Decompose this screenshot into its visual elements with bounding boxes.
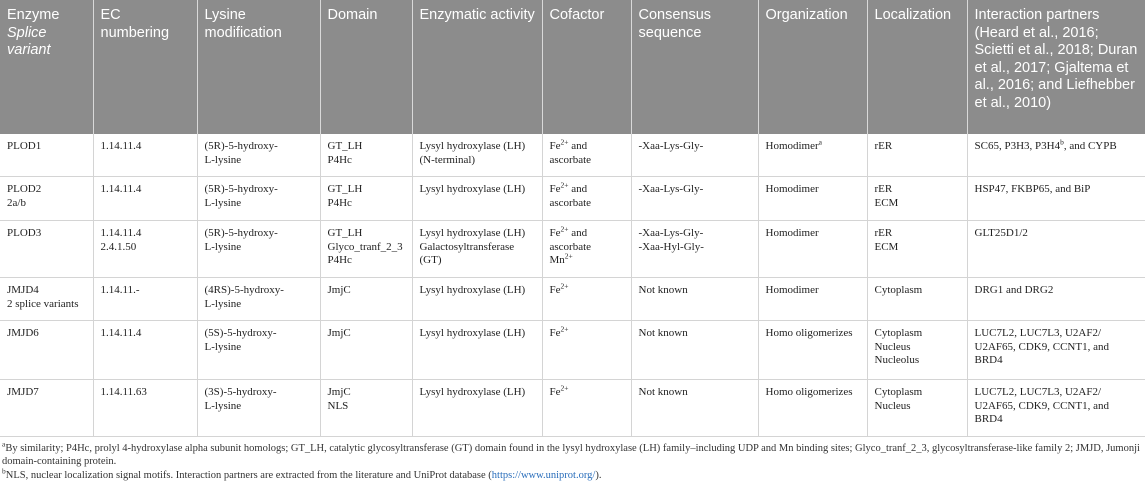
header-cofactor: Cofactor <box>542 0 631 134</box>
cell-lysine: (3S)-5-hydroxy- L-lysine <box>197 380 320 437</box>
cell-ec: 1.14.11.4 <box>93 177 197 221</box>
cell-activity: Lysyl hydroxylase (LH) <box>412 278 542 321</box>
cell-lysine: (5R)-5-hydroxy- L-lysine <box>197 177 320 221</box>
cell-activity: Lysyl hydroxylase (LH) <box>412 321 542 380</box>
cell-enzyme: PLOD3 <box>0 221 93 278</box>
cell-activity: Lysyl hydroxylase (LH) <box>412 177 542 221</box>
cell-organization: Homodimer <box>758 278 867 321</box>
cell-cofactor: $Fe^{2+}$ and ascorbate $Mn^{2+}$ <box>542 221 631 278</box>
cell-localization: Cytoplasm <box>867 278 967 321</box>
cell-ec: 1.14.11.63 <box>93 380 197 437</box>
cell-lysine: (5S)-5-hydroxy- L-lysine <box>197 321 320 380</box>
cell-activity: Lysyl hydroxylase (LH) <box>412 380 542 437</box>
cell-partners: SC65, P3H3, P3H4$^b$, and CYPB <box>967 134 1145 177</box>
cell-ec: 1.14.11.4 <box>93 321 197 380</box>
cell-ec: 1.14.11.4 <box>93 134 197 177</box>
header-splice-variant-label: Splice variant <box>7 24 51 58</box>
cell-consensus: Not known <box>631 321 758 380</box>
cell-enzyme: PLOD1 <box>0 134 93 177</box>
header-row <box>0 0 1145 134</box>
footnote-a <box>2 439 1143 468</box>
header-consensus-sequence: Consensus sequence <box>631 0 758 134</box>
cell-consensus: Not known <box>631 380 758 437</box>
header-interaction-partners: Interaction partners (Heard et al., 2016; Scietti et al., 2018; Duran et al., 2017; Gjaltema et al., 2016; and Liefhebber et al., 2010) <box>967 0 1145 134</box>
header-ec-numbering: EC numbering <box>93 0 197 134</box>
cell-cofactor: $Fe^{2+}$ <box>542 278 631 321</box>
footnote-b-mark: b <box>2 466 6 476</box>
cell-enzyme: JMJD7 <box>0 380 93 437</box>
header-localization: Localization <box>867 0 967 134</box>
cell-localization: Cytoplasm Nucleus <box>867 380 967 437</box>
table-row <box>0 134 1145 177</box>
cell-consensus: -Xaa-Lys-Gly- <box>631 177 758 221</box>
cell-cofactor: $Fe^{2+}$ and ascorbate <box>542 134 631 177</box>
footnote-b-end: ). <box>595 470 602 481</box>
header-enzyme-label: Enzyme <box>7 7 60 23</box>
footnote-b-text: NLS, nuclear localization signal motifs. Interaction partners are extracted from the literature and UniProt database ( <box>5 470 492 481</box>
cell-organization: Homodimer <box>758 177 867 221</box>
cell-activity: Lysyl hydroxylase (LH) (N-terminal) <box>412 134 542 177</box>
cell-enzyme: JMJD6 <box>0 321 93 380</box>
cell-domain: JmjC <box>320 278 412 321</box>
cell-organization: Homo oligomerizes <box>758 380 867 437</box>
header-lysine-modification: Lysine modification <box>197 0 320 134</box>
cell-enzyme: JMJD4 2 splice variants <box>0 278 93 321</box>
footnote-a-mark: a <box>2 439 6 449</box>
cell-partners: DRG1 and DRG2 <box>967 278 1145 321</box>
cell-partners: LUC7L2, LUC7L3, U2AF2/ U2AF65, CDK9, CCNT1, and BRD4 <box>967 380 1145 437</box>
footnote-a-text: By similarity; P4Hc, prolyl 4-hydroxylase alpha subunit homologs; GT_LH, catalytic glycosyltransferase (GT) domain found in the lysyl hydroxylase (LH) family–including UDP and Mn binding sites; Glyco_tranf_2_3, glycosyltransferase-like family 2; JMJD, Jumonji domain-containing protein. <box>2 443 1140 467</box>
cell-consensus: Not known <box>631 278 758 321</box>
cell-ec: 1.14.11.- <box>93 278 197 321</box>
cell-activity: Lysyl hydroxylase (LH) Galactosyltransferase (GT) <box>412 221 542 278</box>
header-domain: Domain <box>320 0 412 134</box>
table-row <box>0 221 1145 278</box>
cell-domain: GT_LH Glyco_tranf_2_3 P4Hc <box>320 221 412 278</box>
cell-localization: Cytoplasm Nucleus Nucleolus <box>867 321 967 380</box>
cell-lysine: (5R)-5-hydroxy- L-lysine <box>197 221 320 278</box>
cell-partners: LUC7L2, LUC7L3, U2AF2/ U2AF65, CDK9, CCNT1, and BRD4 <box>967 321 1145 380</box>
cell-partners: HSP47, FKBP65, and BiP <box>967 177 1145 221</box>
header-enzyme <box>0 0 93 134</box>
cell-organization: Homodimer$^a$ <box>758 134 867 177</box>
cell-organization: Homo oligomerizes <box>758 321 867 380</box>
cell-organization: Homodimer <box>758 221 867 278</box>
header-enzymatic-activity: Enzymatic activity <box>412 0 542 134</box>
cell-consensus: -Xaa-Lys-Gly- -Xaa-Hyl-Gly- <box>631 221 758 278</box>
cell-localization: rER <box>867 134 967 177</box>
cell-lysine: (4RS)-5-hydroxy- L-lysine <box>197 278 320 321</box>
cell-localization: rER ECM <box>867 177 967 221</box>
uniprot-link[interactable]: https://www.uniprot.org/ <box>491 470 596 481</box>
table-row <box>0 321 1145 380</box>
cell-lysine: (5R)-5-hydroxy- L-lysine <box>197 134 320 177</box>
cell-localization: rER ECM <box>867 221 967 278</box>
cell-enzyme: PLOD2 2a/b <box>0 177 93 221</box>
table-row <box>0 278 1145 321</box>
cell-cofactor: $Fe^{2+}$ and ascorbate <box>542 177 631 221</box>
cell-domain: GT_LH P4Hc <box>320 177 412 221</box>
cell-domain: JmjC NLS <box>320 380 412 437</box>
cell-consensus: -Xaa-Lys-Gly- <box>631 134 758 177</box>
table-row <box>0 177 1145 221</box>
cell-ec: 1.14.11.4 2.4.1.50 <box>93 221 197 278</box>
cell-cofactor: $Fe^{2+}$ <box>542 380 631 437</box>
table-row <box>0 380 1145 437</box>
cell-partners: GLT25D1/2 <box>967 221 1145 278</box>
cell-domain: JmjC <box>320 321 412 380</box>
footnote-b <box>2 466 1143 482</box>
header-organization: Organization <box>758 0 867 134</box>
cell-cofactor: $Fe^{2+}$ <box>542 321 631 380</box>
cell-domain: GT_LH P4Hc <box>320 134 412 177</box>
